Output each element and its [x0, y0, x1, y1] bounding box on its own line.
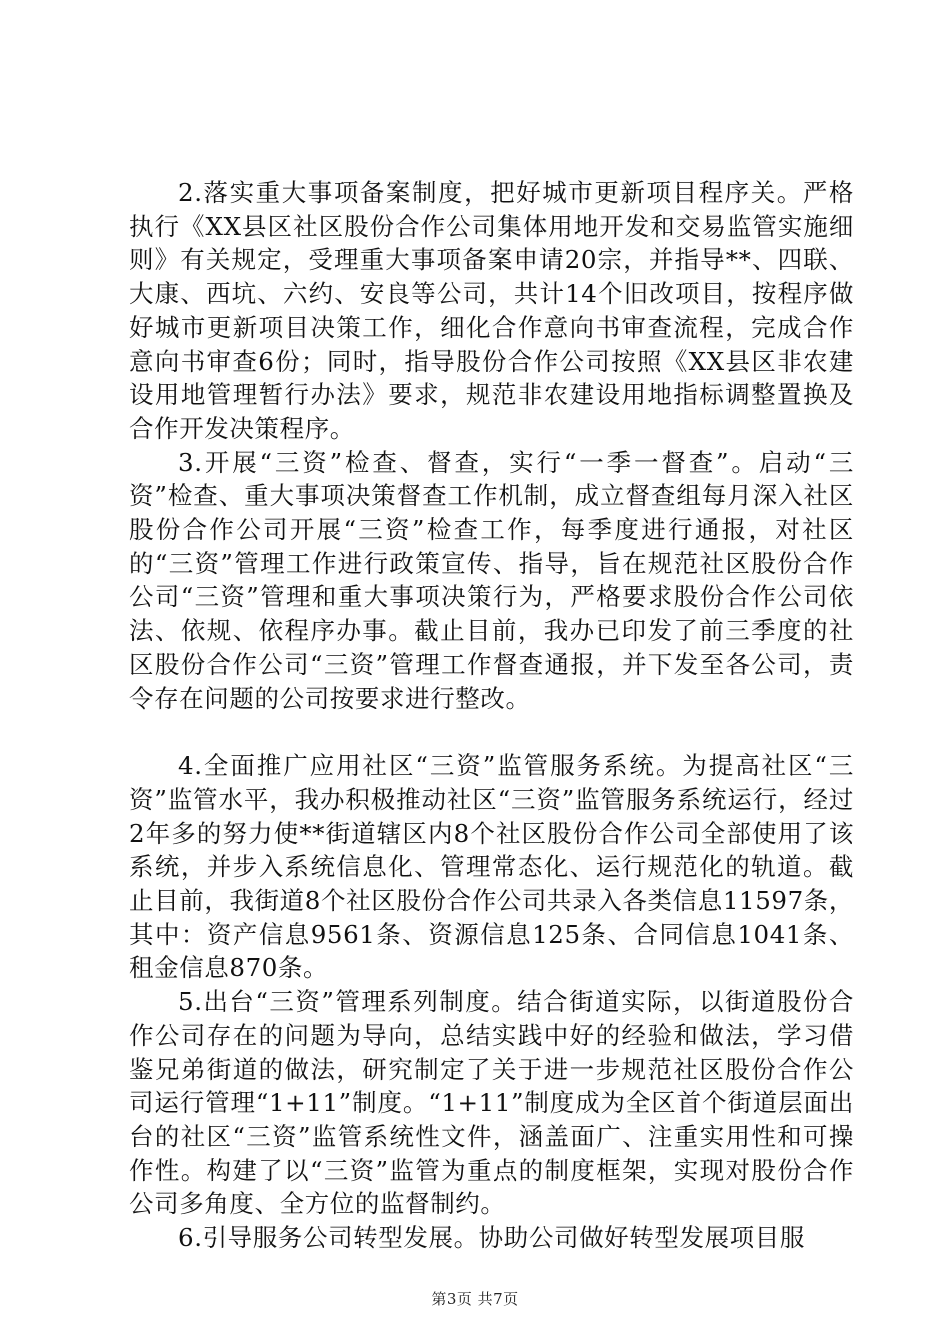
paragraph-item-3: 3.开展“三资”检查、督查，实行“一季一督查”。启动“三资”检查、重大事项决策督查工作机制，成立督查组每月深入社区股份合作公司开展“三资”检查工作，每季度进行通报，对社区的“三资”管理工作进行政策宣传、指导，旨在规范社区股份合作公司“三资”管理和重大事项决策行为，严格要求股份合作公司依法、依规、依程序办事。截止目前，我办已印发了前三季度的社区股份合作公司“三资”管理工作督查通报，并下发至各公司，责令存在问题的公司按要求进行整改。 — [129, 447, 854, 713]
paragraph-item-5: 5.出台“三资”管理系列制度。结合街道实际，以街道股份合作公司存在的问题为导向，总结实践中好的经验和做法，学习借鉴兄弟街道的做法，研究制定了关于进一步规范社区股份合作公司运行管理“1+11”制度。“1+11”制度成为全区首个街道层面出台的社区“三资”监管系统性文件，涵盖面广、注重实用性和可操作性。构建了以“三资”监管为重点的制度框架，实现对股份合作公司多角度、全方位的监督制约。 — [129, 987, 854, 1219]
paragraph-item-6: 6.引导服务公司转型发展。协助公司做好转型发展项目服 — [178, 1223, 805, 1253]
page-footer: 第3页 共7页 — [431, 1290, 519, 1308]
paragraph-item-4: 4.全面推广应用社区“三资”监管服务系统。为提高社区“三资”监管水平，我办积极推动社区“三资”监管服务系统运行，经过2年多的努力使**街道辖区内8个社区股份合作公司全部使用了该系统，并步入系统信息化、管理常态化、运行规范化的轨道。截止目前，我街道8个社区股份合作公司共录入各类信息11597条，其中：资产信息9561条、资源信息125条、合同信息1041条、租金信息870条。 — [129, 751, 854, 983]
paragraph-item-2: 2.落实重大事项备案制度，把好城市更新项目程序关。严格执行《XX县区社区股份合作公司集体用地开发和交易监管实施细则》有关规定，受理重大事项备案申请20宗，并指导**、四联、大康、西坑、六约、安良等公司，共计14个旧改项目，按程序做好城市更新项目决策工作，细化合作意向书审查流程，完成合作意向书审查6份；同时，指导股份合作公司按照《XX县区非农建设用地管理暂行办法》要求，规范非农建设用地指标调整置换及合作开发决策程序。 — [129, 178, 854, 443]
paragraph-spacer — [129, 715, 854, 749]
document-body — [129, 176, 854, 1255]
